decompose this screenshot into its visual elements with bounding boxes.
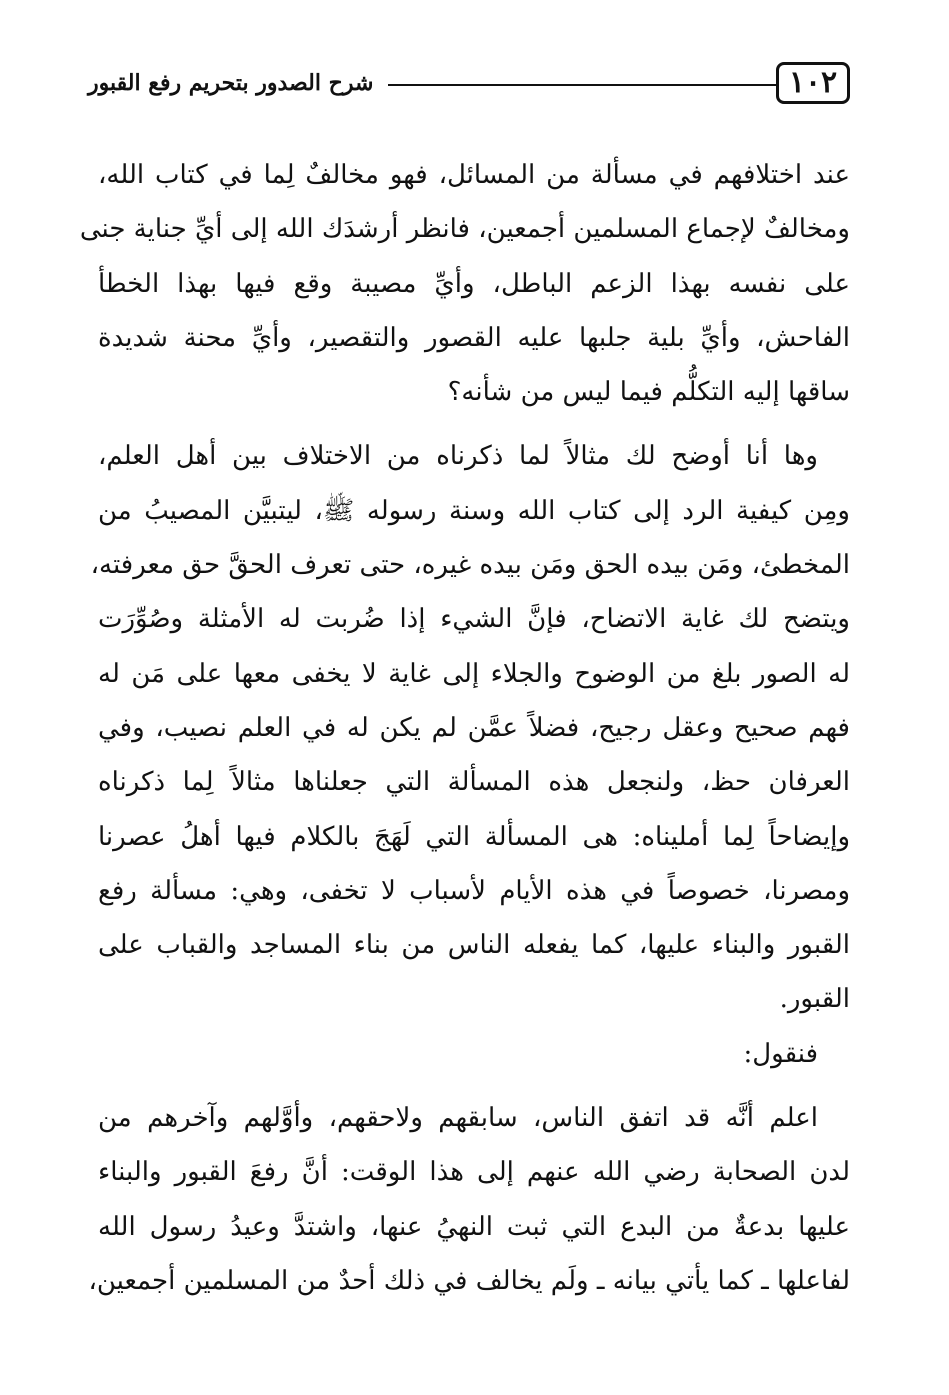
text-line: ساقها إليه التكلُّم فيما ليس من شأنه؟ (447, 377, 850, 408)
text-line: الفاحش، وأيِّ بلية جلبها عليه القصور والتقصير، وأيِّ محنة شديدة (98, 322, 850, 353)
text-line: اعلم أنَّه قد اتفق الناس، سابقهم ولاحقهم، وأوَّلهم وآخرهم من (98, 1103, 818, 1134)
text-line: لفاعلها ـ كما يأتي بيانه ـ ولَم يخالف في ذلك أحدٌ من المسلمين أجمعين، (88, 1265, 850, 1296)
running-header (88, 62, 850, 110)
paragraph-3 (98, 1027, 850, 1081)
paragraph-1 (79, 148, 850, 419)
page-number: ١٠٢ (776, 62, 850, 104)
text-line: المخطئ، ومَن بيده الحق ومَن بيده غيره، حتى تعرف الحقَّ حق معرفته، (90, 550, 850, 581)
text-line: العرفان حظ، ولنجعل هذه المسألة التي جعلناها مثالاً لِما ذكرناه (98, 767, 850, 798)
text-line: ويتضح لك غاية الاتضاح، فإنَّ الشيء إذا ضُربت له الأمثلة وصُوِّرَت (98, 604, 850, 635)
paragraph-gap (98, 1081, 850, 1091)
book-title: شرح الصدور بتحريم رفع القبور (88, 70, 374, 96)
text-line: على نفسه بهذا الزعم الباطل، وأيِّ مصيبة وقع فيها بهذا الخطأ (98, 268, 850, 299)
text-line: ومصرنا، خصوصاً في هذه الأيام لأسباب لا تخفى، وهي: مسألة رفع (98, 875, 850, 906)
text-line: وإيضاحاً لِما أمليناه: هى المسألة التي لَهَجَ بالكلام فيها أهلُ عصرنا (98, 821, 850, 852)
paragraph-2 (90, 429, 850, 1026)
text-line: عند اختلافهم في مسألة من المسائل، فهو مخالفٌ لِما في كتاب الله، (98, 160, 850, 190)
text-line: ومِن كيفية الرد إلى كتاب الله وسنة رسوله ﷺ، ليتبيَّن المصيبُ من (98, 495, 850, 526)
text-line: له الصور بلغ من الوضوح والجلاء إلى غاية لا يخفى معها على مَن له (98, 658, 850, 689)
text-line: القبور. (779, 984, 850, 1015)
text-line: وها أنا أوضح لك مثالاً لما ذكرناه من الاختلاف بين أهل العلم، (98, 441, 818, 472)
text-line: فهم صحيح وعقل رجيح، فضلاً عمَّن لم يكن له في العلم نصيب، وفي (98, 712, 850, 743)
text-line: لدن الصحابة رضي الله عنهم إلى هذا الوقت: أنَّ رفعَ القبور والبناء (98, 1157, 850, 1188)
header-rule (388, 84, 776, 86)
paragraph-4 (88, 1091, 850, 1308)
text-line: عليها بدعةٌ من البدع التي ثبت النهيُ عنها، واشتدَّ وعيدُ رسول الله (98, 1211, 850, 1242)
body-text (79, 148, 850, 1308)
text-line: القبور والبناء عليها، كما يفعله الناس من بناء المساجد والقباب على (98, 930, 850, 961)
paragraph-gap (98, 419, 850, 429)
text-line: فنقول: (743, 1038, 818, 1069)
text-line: ومخالفٌ لإجماع المسلمين أجمعين، فانظر أرشدَك الله إلى أيِّ جناية جنى (79, 214, 850, 245)
